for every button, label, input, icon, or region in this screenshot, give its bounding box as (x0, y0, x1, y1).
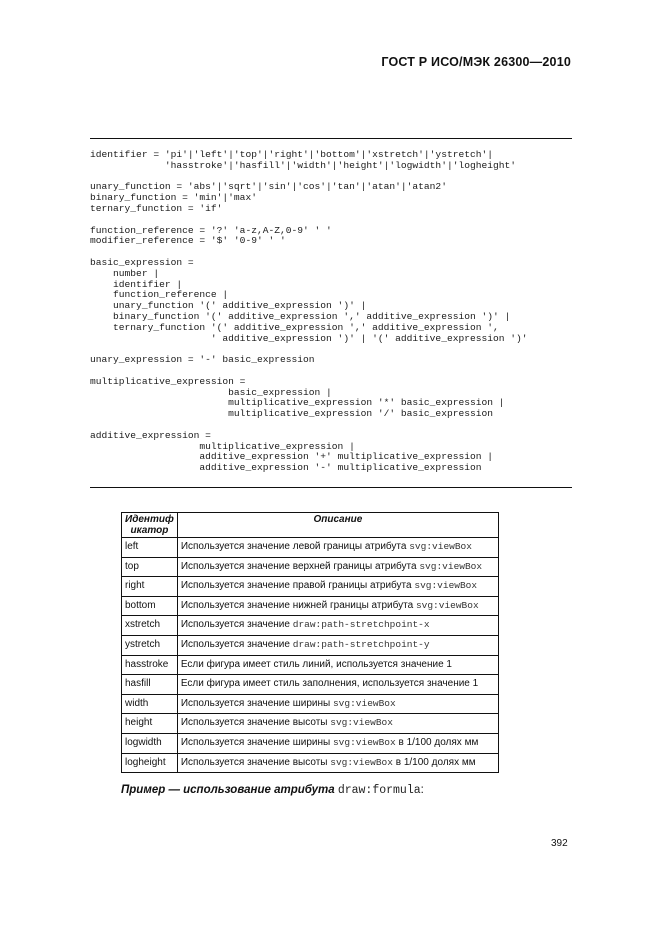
table-row (122, 577, 499, 597)
cell-description (177, 596, 498, 616)
table-header-row (122, 513, 499, 538)
description-code: svg:viewBox (330, 717, 393, 729)
code-line: binary_function '(' additive_expression ',' additive_expression ')' | (90, 310, 511, 322)
description-code: svg:viewBox (330, 756, 393, 768)
cell-description (177, 753, 498, 773)
cell-description (177, 655, 498, 675)
cell-identifier: ystretch (122, 635, 178, 655)
code-line: additive_expression '-' multiplicative_expression (90, 462, 482, 474)
description-tail: в 1/100 долях мм (395, 756, 476, 768)
code-line: basic_expression = (90, 256, 194, 268)
example-lead: Пример — использование атрибута (121, 784, 335, 796)
code-line: number | (90, 267, 160, 279)
table-row (122, 635, 499, 655)
cell-identifier: logwidth (122, 733, 178, 753)
table-row (122, 753, 499, 773)
description-code: draw:path-stretchpoint-y (292, 638, 430, 650)
example-suffix: : (420, 784, 424, 796)
table-row (122, 694, 499, 714)
page-header-title: ГОСТ Р ИСО/МЭК 26300—2010 (381, 55, 571, 69)
table-row (122, 596, 499, 616)
cell-description (177, 714, 498, 734)
description-code: svg:viewBox (414, 580, 478, 592)
description-text: Используется значение высоты (180, 756, 328, 768)
description-tail: в 1/100 долях мм (398, 736, 479, 748)
code-line: basic_expression | (90, 386, 332, 398)
cell-description (177, 675, 498, 695)
description-text: Используется значение (180, 619, 290, 631)
code-line: binary_function = 'min'|'max' (90, 192, 257, 204)
cell-description (177, 733, 498, 753)
code-line: unary_function '(' additive_expression ')' | (90, 300, 367, 312)
description-text: Используется значение нижней границы атрибута (180, 599, 414, 611)
code-line: multiplicative_expression | (90, 440, 355, 452)
code-line: 'hasstroke'|'hasfill'|'width'|'height'|'logwidth'|'logheight' (90, 159, 517, 171)
code-line: function_reference = '?' 'a-z,A-Z,0-9' ' ' (90, 224, 332, 236)
code-line: identifier | (90, 278, 183, 290)
table-body (122, 538, 499, 773)
cell-identifier: bottom (122, 596, 178, 616)
example-caption (121, 784, 424, 797)
description-text: Используется значение верхней границы атрибута (180, 560, 417, 572)
cell-description (177, 538, 498, 558)
code-line: multiplicative_expression '*' basic_expression | (90, 397, 505, 409)
code-line: function_reference | (90, 289, 229, 301)
cell-description (177, 635, 498, 655)
cell-identifier: hasstroke (122, 655, 178, 675)
code-line: unary_expression = '-' basic_expression (90, 354, 315, 366)
description-text: Используется значение (180, 638, 290, 650)
cell-identifier: height (122, 714, 178, 734)
code-line: ' additive_expression ')' | '(' additive_expression ')' (90, 332, 528, 344)
cell-description (177, 694, 498, 714)
table-row (122, 714, 499, 734)
code-line: unary_function = 'abs'|'sqrt'|'sin'|'cos'|'tan'|'atan'|'atan2' (90, 181, 447, 193)
top-rule (90, 138, 572, 139)
identifier-table (121, 512, 499, 773)
table-row (122, 733, 499, 753)
code-line: additive_expression '+' multiplicative_expression | (90, 451, 494, 463)
description-text: Используется значение левой границы атрибута (180, 541, 407, 552)
description-code: svg:viewBox (409, 541, 472, 552)
cell-description (177, 616, 498, 636)
cell-identifier: top (122, 557, 178, 577)
code-line: identifier = 'pi'|'left'|'top'|'right'|'bottom'|'xstretch'|'ystretch'| (90, 149, 494, 160)
code-line: multiplicative_expression '/' basic_expression (90, 408, 494, 420)
description-code: svg:viewBox (332, 697, 396, 709)
grammar-code-block (90, 150, 572, 474)
cell-description (177, 577, 498, 597)
code-line: ternary_function '(' additive_expression ',' additive_expression ', (90, 321, 499, 333)
table-row (122, 557, 499, 577)
cell-identifier: right (122, 577, 178, 597)
description-text: Если фигура имеет стиль линий, используется значение 1 (180, 658, 452, 670)
cell-description (177, 557, 498, 577)
description-code: svg:viewBox (415, 599, 479, 611)
header-identifier: Идентиф икатор (122, 513, 178, 538)
description-code: svg:viewBox (419, 560, 483, 572)
table-row (122, 675, 499, 695)
table-row (122, 538, 499, 558)
cell-identifier: xstretch (122, 616, 178, 636)
description-text: Используется значение ширины (180, 697, 331, 709)
code-line: ternary_function = 'if' (90, 202, 223, 214)
code-line: additive_expression = (90, 429, 211, 441)
cell-identifier: left (122, 538, 178, 558)
code-line (90, 215, 572, 226)
cell-identifier: width (122, 694, 178, 714)
page-number: 392 (551, 838, 568, 849)
cell-identifier: hasfill (122, 675, 178, 695)
description-text: Если фигура имеет стиль заполнения, используется значение 1 (180, 678, 479, 690)
description-text: Используется значение ширины (180, 736, 331, 748)
table-row (122, 616, 499, 636)
description-text: Используется значение правой границы атрибута (180, 580, 412, 592)
description-text: Используется значение высоты (180, 717, 328, 729)
table-row (122, 655, 499, 675)
bottom-rule (90, 487, 572, 488)
example-code: draw:formula (337, 784, 421, 797)
description-code: draw:path-stretchpoint-x (292, 619, 430, 631)
description-code: svg:viewBox (332, 736, 396, 748)
code-line: modifier_reference = '$' '0-9' ' ' (90, 235, 286, 247)
code-line: multiplicative_expression = (90, 375, 246, 387)
cell-identifier: logheight (122, 753, 178, 773)
header-description: Описание (177, 513, 498, 538)
